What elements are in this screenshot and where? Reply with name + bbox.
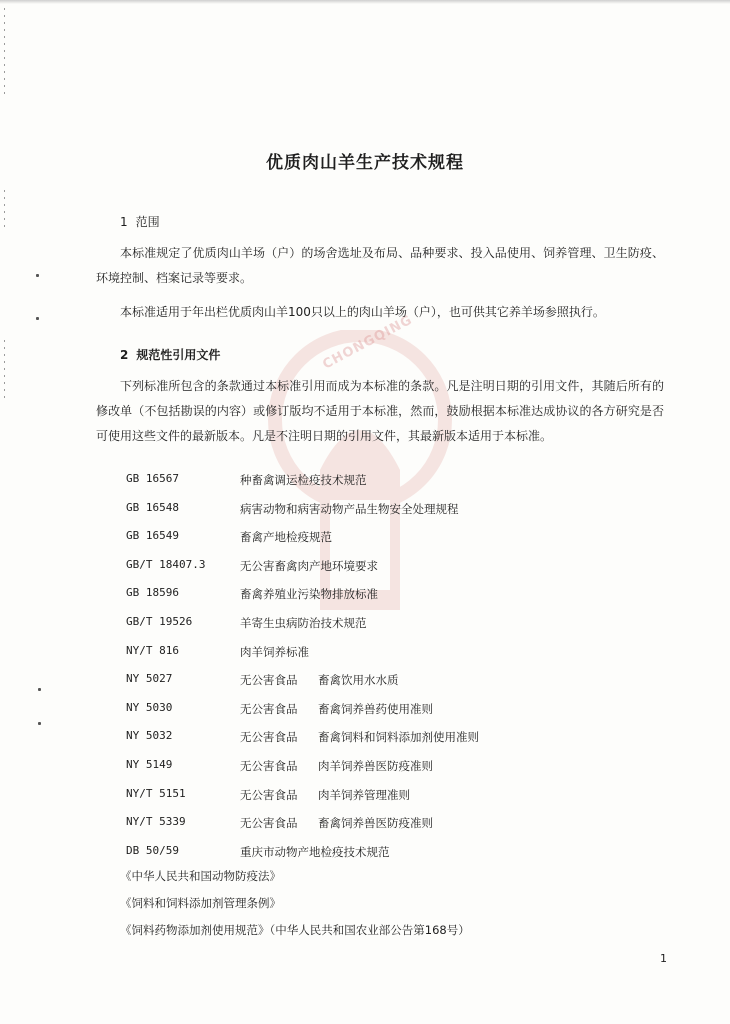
page-number: 1: [660, 952, 667, 965]
law-reference: 《饲料药物添加剂使用规范》（中华人民共和国农业部公告第168号）: [120, 923, 470, 937]
scan-margin-dots: [4, 340, 5, 400]
section-title: 规范性引用文件: [136, 348, 221, 362]
scan-speck: [38, 688, 41, 691]
reference-name: 羊寄生虫病防治技术规范: [240, 616, 367, 630]
reference-code: GB/T 19526: [126, 615, 193, 628]
law-reference: 《中华人民共和国动物防疫法》: [120, 869, 281, 883]
reference-name: 畜禽饲养兽药使用准则: [318, 701, 433, 716]
watermark-text: CHONGQING: [320, 312, 416, 373]
section-2-paragraph-1: 下列标准所包含的条款通过本标准引用而成为本标准的条款。凡是注明日期的引用文件，其随后所有的修改单（不包括勘误的内容）或修订版均不适用于本标准，然而，鼓励根据本标准达成协议的各方研究是否可使用这些文件的最新版本。凡是不注明日期的引用文件，其最新版本适用于本标准。: [96, 379, 664, 443]
reference-title: [240, 472, 367, 488]
section-1-paragraph-1: 本标准规定了优质肉山羊场（户）的场舍选址及布局、品种要求、投入品使用、饲养管理、卫生防疫、环境控制、档案记录等要求。: [96, 246, 664, 285]
reference-code: NY/T 5151: [126, 786, 186, 800]
scan-speck: [36, 274, 39, 277]
reference-name: 畜禽养殖业污染物排放标准: [240, 587, 378, 602]
reference-title: [240, 558, 378, 574]
reference-name: 肉羊饲养管理准则: [318, 787, 410, 802]
reference-title: [240, 758, 433, 774]
reference-code: NY 5027: [126, 672, 173, 686]
reference-title: [240, 501, 459, 517]
scan-speck: [36, 317, 39, 320]
reference-code: NY/T 816: [126, 643, 179, 657]
scan-margin-dots: [4, 8, 5, 98]
reference-name: 无公害畜禽肉产地环境要求: [240, 558, 378, 573]
reference-code: GB 16549: [126, 529, 179, 543]
section-1-paragraph-2: 本标准适用于年出栏优质肉山羊100只以上的肉山羊场（户），也可供其它养羊场参照执行。: [120, 305, 605, 319]
scan-speck: [38, 722, 41, 725]
reference-title: [240, 644, 309, 660]
reference-title: [240, 529, 332, 545]
reference-category: 无公害食品: [240, 701, 298, 716]
reference-category: 无公害食品: [240, 673, 298, 688]
reference-name: 种畜禽调运检疫技术规范: [240, 473, 367, 487]
law-reference: 《饲料和饲料添加剂管理条例》: [120, 896, 281, 910]
reference-code: NY 5149: [126, 758, 173, 771]
reference-category: 无公害食品: [240, 787, 298, 802]
reference-title: [240, 844, 390, 860]
reference-name: 畜禽饲养兽医防疫准则: [318, 816, 433, 831]
scan-margin-dots: [4, 190, 5, 230]
scan-edge: [0, 0, 730, 4]
reference-title: [240, 815, 433, 831]
reference-category: 无公害食品: [240, 759, 298, 773]
reference-name: 肉羊饲养标准: [240, 644, 309, 659]
reference-title: [240, 787, 410, 803]
reference-code: NY 5030: [126, 700, 173, 714]
section-number: 1: [120, 215, 128, 229]
reference-title: [240, 729, 479, 745]
document-title: 优质肉山羊生产技术规程: [266, 153, 464, 173]
reference-title: [240, 672, 399, 688]
reference-code: NY/T 5339: [126, 815, 186, 829]
reference-name: 畜禽饲料和饲料添加剂使用准则: [318, 730, 479, 745]
reference-name: 病害动物和病害动物产品生物安全处理规程: [240, 501, 459, 516]
section-title: 范围: [135, 215, 160, 229]
reference-code: NY 5032: [126, 729, 173, 743]
reference-code: GB 16567: [126, 472, 179, 485]
reference-title: [240, 586, 378, 602]
section-2-heading: [120, 346, 220, 363]
reference-code: GB 16548: [126, 500, 179, 514]
section-1-heading: [120, 213, 160, 230]
section-number: 2: [120, 348, 129, 362]
reference-name: 重庆市动物产地检疫技术规范: [240, 844, 390, 859]
reference-name: 肉羊饲养兽医防疫准则: [318, 759, 433, 773]
reference-title: [240, 615, 367, 631]
reference-title: [240, 701, 433, 717]
reference-code: GB 18596: [126, 586, 179, 600]
reference-code: GB/T 18407.3: [126, 557, 206, 571]
reference-name: 畜禽饮用水水质: [318, 673, 399, 688]
reference-category: 无公害食品: [240, 730, 298, 745]
reference-code: DB 50/59: [126, 843, 179, 857]
reference-category: 无公害食品: [240, 816, 298, 831]
reference-name: 畜禽产地检疫规范: [240, 530, 332, 545]
